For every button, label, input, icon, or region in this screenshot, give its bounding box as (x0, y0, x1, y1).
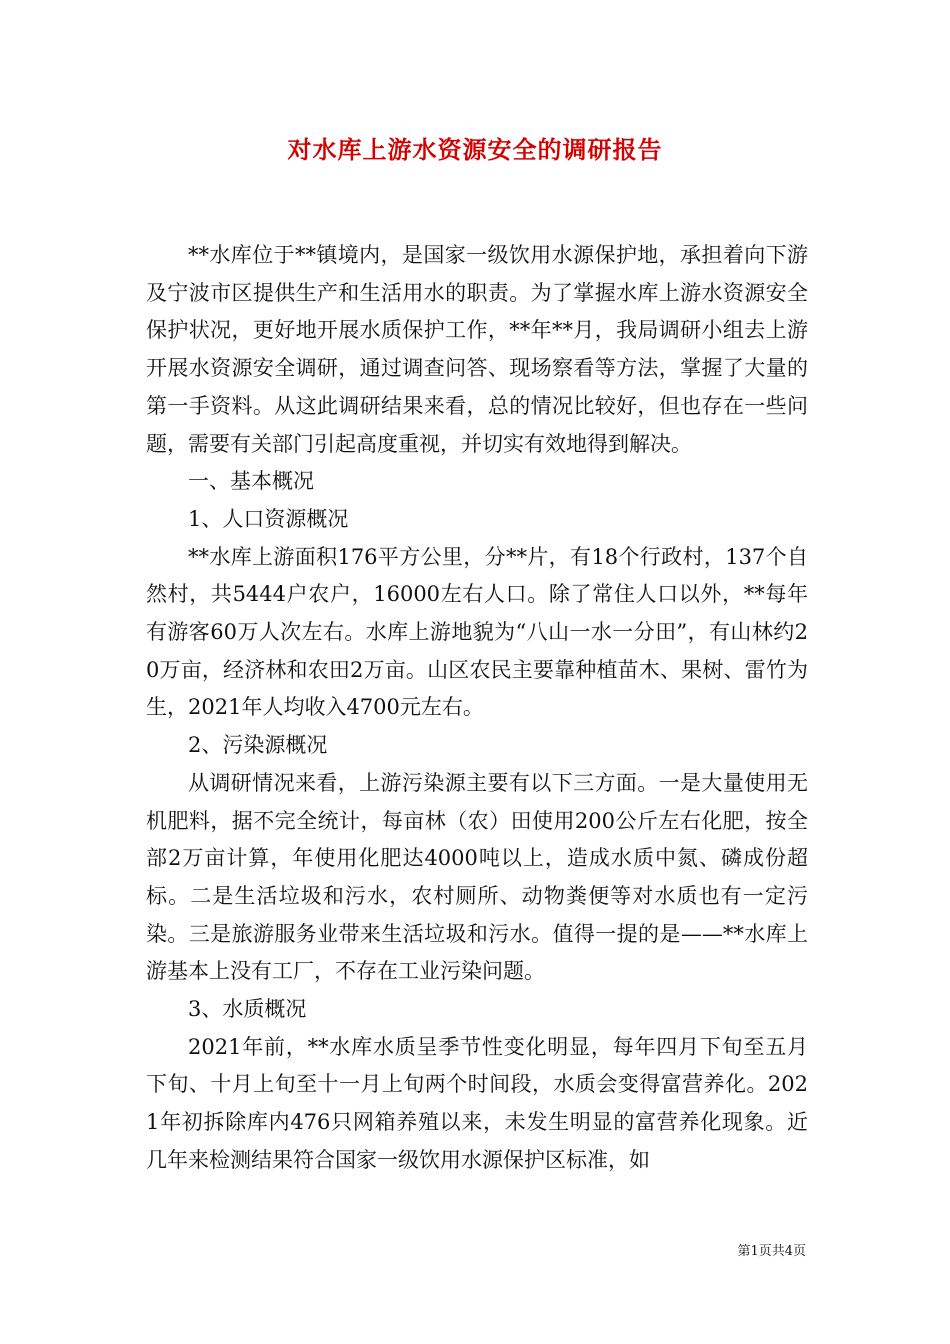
subheading-pollution: 2、污染源概况 (188, 733, 328, 758)
subheading-population: 1、人口资源概况 (188, 506, 349, 531)
subheading-water-quality: 3、水质概况 (188, 997, 307, 1022)
paragraph-water-quality: 2021年前，**水库水质呈季节性变化明显，每年四月下旬至五月下旬、十月上旬至十一月上旬两个时间段，水质会变得富营养化。2021年初拆除库内476只网箱养殖以来，未发生明显的富营养化现象。近几年来检测结果符合国家一级饮用水源保护区标准，如 (146, 1034, 808, 1172)
paragraph-population: **水库上游面积176平方公里，分**片，有18个行政村，137个自然村，共5444户农户，16000左右人口。除了常住人口以外，**每年有游客60万人次左右。水库上游地貌为“八山一水一分田”，有山林约20万亩，经济林和农田2万亩。山区农民主要靠种植苗木、果树、雷竹为生，2021年人均收入4700元左右。 (146, 544, 808, 720)
paragraph-intro: **水库位于**镇境内，是国家一级饮用水源保护地，承担着向下游及宁波市区提供生产和生活用水的职责。为了掌握水库上游水资源安全保护状况，更好地开展水质保护工作，**年**月，我局调研小组去上游开展水资源安全调研，通过调查问答、现场察看等方法，掌握了大量的第一手资料。从这此调研结果来看，总的情况比较好，但也存在一些问题，需要有关部门引起高度重视，并切实有效地得到解决。 (146, 243, 808, 456)
document-title: 对水库上游水资源安全的调研报告 (287, 135, 663, 164)
page-number: 第1页共4页 (737, 1244, 806, 1259)
document-body (146, 237, 808, 1180)
paragraph-pollution: 从调研情况来看，上游污染源主要有以下三方面。一是大量使用无机肥料，据不完全统计，每亩林（农）田使用200公斤左右化肥，按全部2万亩计算，年使用化肥达4000吨以上，造成水质中氮、磷成份超标。二是生活垃圾和污水，农村厕所、动物粪便等对水质也有一定污染。三是旅游服务业带来生活垃圾和污水。值得一提的是——**水库上游基本上没有工厂，不存在工业污染问题。 (146, 770, 808, 984)
section-heading-basic-overview: 一、基本概况 (188, 469, 314, 494)
